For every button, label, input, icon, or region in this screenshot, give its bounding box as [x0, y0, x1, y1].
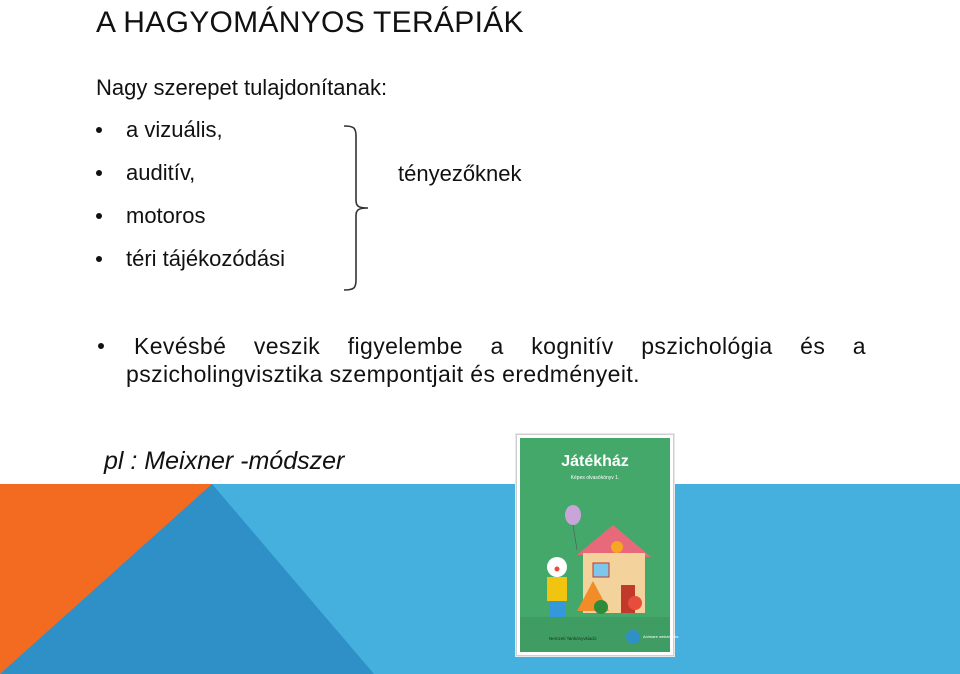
- slide-title: A HAGYOMÁNYOS TERÁPIÁK: [96, 6, 524, 39]
- factor-label: téri tájékozódási: [126, 246, 285, 271]
- decorative-bottom-band: [0, 484, 960, 674]
- factor-list: [96, 116, 285, 288]
- book-illustration: [517, 435, 679, 655]
- factor-label: auditív,: [126, 160, 196, 185]
- book-logo: Animare webáruház: [643, 634, 679, 639]
- paragraph-line-2: pszicholingvisztika szempontjait és eredményeit.: [126, 361, 640, 387]
- bullet-icon: [98, 343, 104, 349]
- kognitiv-paragraph: [96, 332, 866, 388]
- bullet-icon: [96, 170, 102, 176]
- bullet-icon: [96, 213, 102, 219]
- factor-item: [96, 159, 285, 202]
- intro-text: Nagy szerepet tulajdonítanak:: [96, 75, 388, 100]
- factor-label: motoros: [126, 203, 206, 228]
- bullet-icon: [96, 127, 102, 133]
- factor-item: [96, 245, 285, 288]
- book-publisher: Nemzeti Tankönyvkiadó: [549, 636, 597, 641]
- factor-item: [96, 116, 285, 159]
- factor-item: [96, 202, 285, 245]
- book-cover-image: [516, 434, 679, 656]
- bullet-icon: [96, 256, 102, 262]
- brace-label: tényezőknek: [398, 161, 522, 186]
- right-brace-icon: [340, 120, 380, 296]
- factor-label: a vizuális,: [126, 117, 223, 142]
- book-subtitle: Képes olvasókönyv 1.: [570, 475, 620, 481]
- paragraph-line-1: Kevésbé veszik figyelembe a kognitív pszichológia és a: [134, 333, 866, 359]
- book-title: Játékház: [561, 453, 629, 470]
- example-method: pl : Meixner -módszer: [104, 447, 345, 475]
